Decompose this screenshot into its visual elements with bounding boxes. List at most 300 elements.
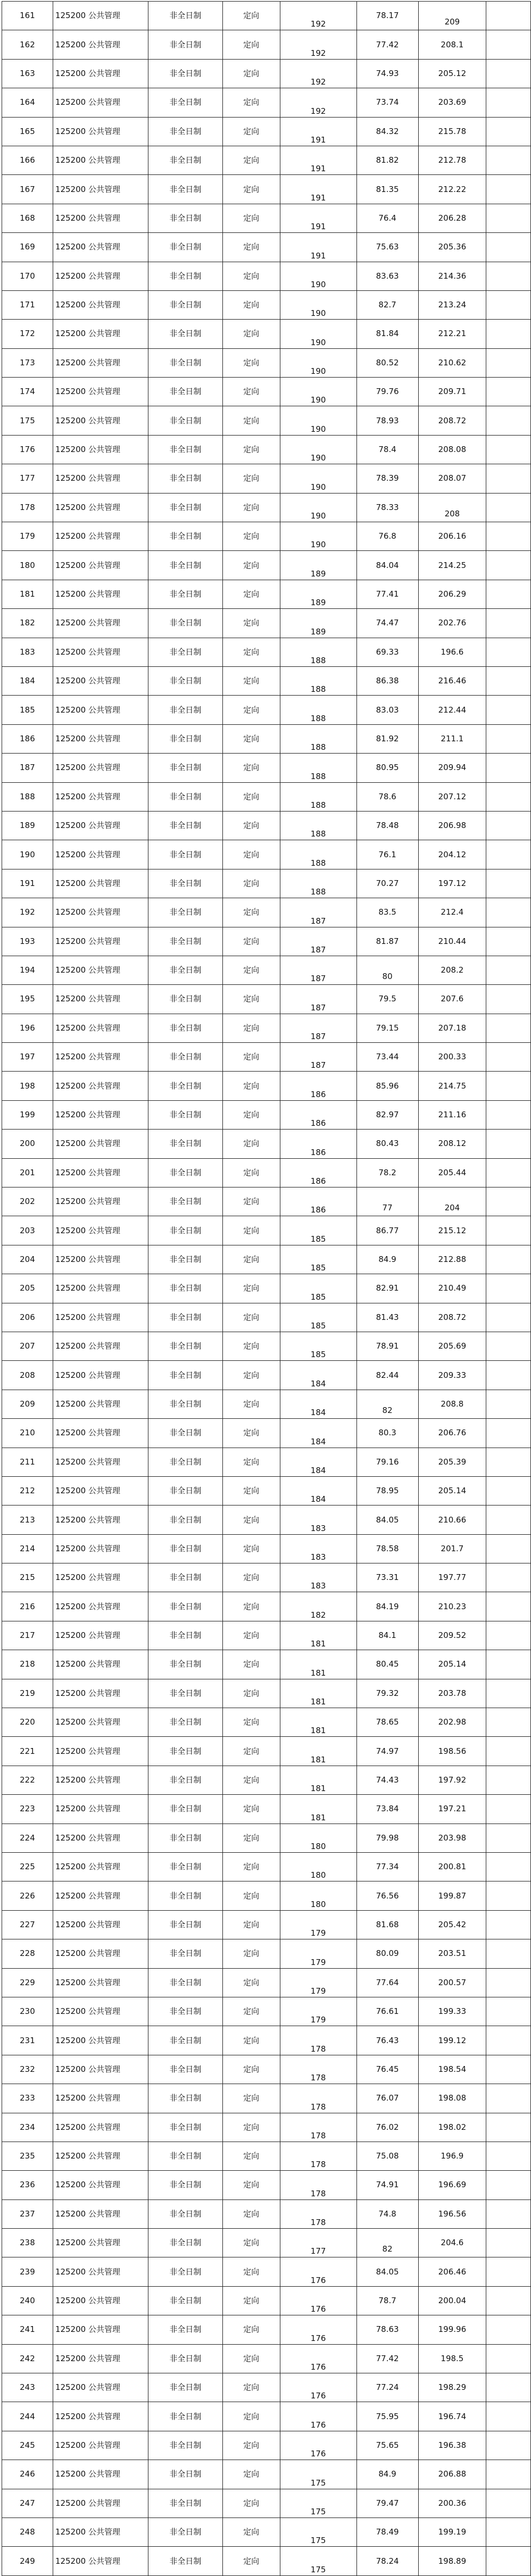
retest-score-cell [356, 1332, 418, 1360]
plan-type-cell [222, 869, 280, 898]
study-mode-value: 非全日制 [169, 1457, 202, 1467]
initial-score-cell [280, 1592, 356, 1621]
plan-type-value: 定向 [243, 705, 260, 715]
rank-value: 207 [20, 1341, 35, 1351]
program-value: 125200 公共管理 [55, 1659, 120, 1669]
note-cell [486, 435, 531, 464]
plan-type-cell [222, 117, 280, 146]
initial-score-cell [280, 233, 356, 262]
total-score-value: 204 [444, 1203, 460, 1213]
initial-score-value: 184 [310, 1465, 326, 1475]
total-score-value: 196.6 [441, 647, 464, 657]
rank-value: 219 [20, 1688, 35, 1698]
study-mode-cell [148, 2373, 223, 2402]
initial-score-cell [280, 927, 356, 956]
program-value: 125200 公共管理 [55, 1399, 120, 1409]
rank-value: 236 [20, 2180, 35, 2190]
plan-type-cell [222, 1361, 280, 1390]
program-cell [53, 1506, 148, 1534]
study-mode-value: 非全日制 [169, 2411, 202, 2421]
total-score-cell [418, 1245, 486, 1274]
note-cell [486, 609, 531, 638]
table-row [2, 1014, 531, 1042]
plan-type-value: 定向 [243, 126, 260, 136]
total-score-value: 209 [444, 17, 460, 27]
note-cell [486, 1390, 531, 1418]
study-mode-cell [148, 1997, 223, 2026]
total-score-value: 212.4 [441, 907, 464, 917]
rank-value: 223 [20, 1804, 35, 1814]
total-score-value: 197.12 [438, 878, 467, 888]
study-mode-value: 非全日制 [169, 618, 202, 628]
note-cell [486, 1534, 531, 1563]
rank-cell [2, 522, 53, 551]
program-cell [53, 811, 148, 840]
program-cell [53, 2344, 148, 2373]
retest-score-cell [356, 2199, 418, 2228]
study-mode-cell [148, 898, 223, 927]
rank-cell [2, 1158, 53, 1187]
program-value: 125200 公共管理 [55, 1630, 120, 1641]
program-value: 125200 公共管理 [55, 68, 120, 78]
plan-type-value: 定向 [243, 1630, 260, 1641]
plan-type-value: 定向 [243, 965, 260, 975]
note-cell [486, 2460, 531, 2489]
retest-score-value: 78.48 [376, 821, 399, 831]
retest-score-cell [356, 2171, 418, 2199]
rank-cell [2, 638, 53, 666]
study-mode-cell [148, 378, 223, 406]
program-value: 125200 公共管理 [55, 155, 120, 165]
initial-score-value: 187 [310, 974, 326, 984]
retest-score-value: 81.82 [376, 155, 399, 165]
note-cell [486, 782, 531, 811]
program-value: 125200 公共管理 [55, 965, 120, 975]
retest-score-value: 79.5 [378, 994, 396, 1004]
table-row [2, 1216, 531, 1245]
rank-value: 237 [20, 2209, 35, 2219]
note-cell [486, 2489, 531, 2518]
study-mode-cell [148, 1621, 223, 1650]
plan-type-cell [222, 2344, 280, 2373]
table-row [2, 2460, 531, 2489]
retest-score-value: 80.09 [376, 1948, 399, 1959]
initial-score-cell [280, 2171, 356, 2199]
table-row [2, 1361, 531, 1390]
program-cell [53, 898, 148, 927]
initial-score-value: 181 [310, 1668, 326, 1678]
program-value: 125200 公共管理 [55, 1052, 120, 1062]
retest-score-value: 76.1 [378, 849, 396, 859]
retest-score-cell [356, 1187, 418, 1216]
retest-score-value: 81.92 [376, 733, 399, 743]
table-row [2, 204, 531, 232]
note-cell [486, 1621, 531, 1650]
study-mode-cell [148, 2, 223, 30]
rank-value: 173 [20, 357, 35, 367]
rank-cell [2, 1419, 53, 1448]
retest-score-cell [356, 2055, 418, 2084]
rank-cell [2, 1014, 53, 1042]
rank-value: 183 [20, 647, 35, 657]
retest-score-cell [356, 2460, 418, 2489]
table-row [2, 2373, 531, 2402]
program-value: 125200 公共管理 [55, 1746, 120, 1756]
study-mode-value: 非全日制 [169, 97, 202, 107]
plan-type-value: 定向 [243, 618, 260, 628]
initial-score-value: 180 [310, 1842, 326, 1851]
plan-type-cell [222, 2026, 280, 2055]
study-mode-value: 非全日制 [169, 936, 202, 946]
total-score-cell [418, 1476, 486, 1505]
initial-score-value: 176 [310, 2275, 326, 2285]
study-mode-cell [148, 1939, 223, 1968]
study-mode-cell [148, 1910, 223, 1939]
total-score-value: 211.1 [441, 733, 464, 743]
table-row [2, 1245, 531, 1274]
table-row [2, 522, 531, 551]
plan-type-cell [222, 754, 280, 782]
total-score-cell [418, 869, 486, 898]
initial-score-cell [280, 30, 356, 59]
program-cell [53, 59, 148, 88]
initial-score-value: 187 [310, 944, 326, 955]
study-mode-cell [148, 1158, 223, 1187]
retest-score-cell [356, 1245, 418, 1274]
rank-cell [2, 956, 53, 984]
initial-score-value: 181 [310, 1754, 326, 1764]
plan-type-cell [222, 2257, 280, 2286]
note-cell [486, 1043, 531, 1072]
total-score-value: 209.52 [438, 1630, 467, 1641]
retest-score-value: 74.91 [376, 2180, 399, 2190]
note-cell [486, 1563, 531, 1592]
total-score-value: 196.69 [438, 2180, 467, 2190]
note-cell [486, 1766, 531, 1794]
plan-type-cell [222, 320, 280, 348]
table-row [2, 1621, 531, 1650]
rank-cell [2, 696, 53, 724]
retest-score-value: 78.49 [376, 2527, 399, 2537]
note-cell [486, 754, 531, 782]
note-cell [486, 2547, 531, 2575]
retest-score-cell [356, 1650, 418, 1679]
retest-score-value: 76.02 [376, 2122, 399, 2132]
note-cell [486, 1910, 531, 1939]
program-cell [53, 1563, 148, 1592]
initial-score-value: 190 [310, 540, 326, 550]
study-mode-value: 非全日制 [169, 705, 202, 715]
rank-value: 163 [20, 68, 35, 78]
note-cell [486, 956, 531, 984]
initial-score-cell [280, 1332, 356, 1360]
plan-type-value: 定向 [243, 1197, 260, 1207]
program-cell [53, 88, 148, 117]
study-mode-value: 非全日制 [169, 2006, 202, 2017]
retest-score-cell [356, 1216, 418, 1245]
table-row [2, 2489, 531, 2518]
rank-cell [2, 204, 53, 232]
note-cell [486, 1476, 531, 1505]
retest-score-cell [356, 1390, 418, 1418]
initial-score-cell [280, 2373, 356, 2402]
study-mode-cell [148, 956, 223, 984]
study-mode-cell [148, 2257, 223, 2286]
table-row [2, 609, 531, 638]
rank-cell [2, 2344, 53, 2373]
total-score-value: 204.6 [441, 2238, 464, 2248]
total-score-value: 200.33 [438, 1052, 467, 1062]
total-score-cell [418, 2460, 486, 2489]
retest-score-value: 81.68 [376, 1919, 399, 1929]
study-mode-cell [148, 724, 223, 753]
rank-cell [2, 320, 53, 348]
retest-score-cell [356, 2373, 418, 2402]
retest-score-cell [356, 1158, 418, 1187]
program-cell [53, 2084, 148, 2113]
retest-score-value: 76.61 [376, 2006, 399, 2017]
total-score-cell [418, 2084, 486, 2113]
study-mode-value: 非全日制 [169, 1543, 202, 1553]
total-score-cell [418, 1679, 486, 1708]
initial-score-value: 188 [310, 800, 326, 810]
program-value: 125200 公共管理 [55, 1197, 120, 1207]
plan-type-value: 定向 [243, 300, 260, 310]
plan-type-value: 定向 [243, 2469, 260, 2479]
program-value: 125200 公共管理 [55, 1457, 120, 1467]
rank-value: 240 [20, 2296, 35, 2306]
initial-score-cell [280, 638, 356, 666]
study-mode-cell [148, 1274, 223, 1303]
retest-score-value: 79.47 [376, 2498, 399, 2508]
initial-score-value: 192 [310, 77, 326, 87]
plan-type-cell [222, 1043, 280, 1072]
plan-type-value: 定向 [243, 821, 260, 831]
initial-score-cell [280, 2055, 356, 2084]
initial-score-cell [280, 522, 356, 551]
plan-type-cell [222, 233, 280, 262]
program-value: 125200 公共管理 [55, 1833, 120, 1843]
program-value: 125200 公共管理 [55, 213, 120, 223]
program-cell [53, 204, 148, 232]
rank-cell [2, 378, 53, 406]
study-mode-value: 非全日制 [169, 242, 202, 252]
rank-cell [2, 2142, 53, 2170]
study-mode-cell [148, 2315, 223, 2344]
initial-score-cell [280, 1824, 356, 1852]
total-score-cell [418, 1563, 486, 1592]
study-mode-cell [148, 1072, 223, 1100]
total-score-value: 208.72 [438, 415, 467, 425]
rank-value: 213 [20, 1515, 35, 1525]
study-mode-value: 非全日制 [169, 1370, 202, 1380]
total-score-cell [418, 1824, 486, 1852]
program-cell [53, 2518, 148, 2546]
study-mode-value: 非全日制 [169, 155, 202, 165]
total-score-value: 208.08 [438, 445, 467, 455]
initial-score-value: 190 [310, 395, 326, 405]
retest-score-cell [356, 1708, 418, 1737]
plan-type-cell [222, 666, 280, 695]
program-value: 125200 公共管理 [55, 2324, 120, 2335]
program-cell [53, 1737, 148, 1766]
total-score-cell [418, 2026, 486, 2055]
retest-score-value: 78.93 [376, 415, 399, 425]
retest-score-value: 84.04 [376, 560, 399, 570]
retest-score-value: 77.42 [376, 2353, 399, 2363]
plan-type-cell [222, 724, 280, 753]
program-value: 125200 公共管理 [55, 502, 120, 512]
note-cell [486, 1158, 531, 1187]
rank-value: 228 [20, 1948, 35, 1959]
study-mode-value: 非全日制 [169, 1804, 202, 1814]
initial-score-cell [280, 1563, 356, 1592]
table-row [2, 927, 531, 956]
retest-score-cell [356, 2431, 418, 2460]
retest-score-cell [356, 1476, 418, 1505]
program-cell [53, 2229, 148, 2257]
plan-type-cell [222, 2431, 280, 2460]
note-cell [486, 2229, 531, 2257]
retest-score-cell [356, 2229, 418, 2257]
initial-score-cell [280, 2257, 356, 2286]
total-score-cell [418, 233, 486, 262]
table-row [2, 2344, 531, 2373]
initial-score-value: 191 [310, 250, 326, 261]
rank-cell [2, 1968, 53, 1997]
study-mode-value: 非全日制 [169, 1399, 202, 1409]
plan-type-value: 定向 [243, 1428, 260, 1438]
program-cell [53, 1014, 148, 1042]
retest-score-value: 81.87 [376, 936, 399, 946]
rank-cell [2, 1679, 53, 1708]
program-value: 125200 公共管理 [55, 1139, 120, 1149]
note-cell [486, 1332, 531, 1360]
rank-value: 232 [20, 2064, 35, 2074]
rank-cell [2, 1274, 53, 1303]
retest-score-cell [356, 1014, 418, 1042]
plan-type-cell [222, 985, 280, 1014]
plan-type-value: 定向 [243, 1659, 260, 1669]
program-cell [53, 2402, 148, 2431]
program-cell [53, 609, 148, 638]
retest-score-value: 80.45 [376, 1659, 399, 1669]
initial-score-value: 175 [310, 2506, 326, 2516]
program-cell [53, 2489, 148, 2518]
program-cell [53, 1216, 148, 1245]
rank-cell [2, 1853, 53, 1881]
total-score-value: 203.98 [438, 1833, 467, 1843]
initial-score-cell [280, 1014, 356, 1042]
plan-type-cell [222, 2113, 280, 2142]
total-score-value: 208.72 [438, 1312, 467, 1322]
rank-cell [2, 1361, 53, 1390]
retest-score-value: 69.33 [376, 647, 399, 657]
initial-score-cell [280, 1303, 356, 1332]
retest-score-cell [356, 464, 418, 493]
study-mode-value: 非全日制 [169, 2151, 202, 2161]
rank-cell [2, 290, 53, 319]
note-cell [486, 1679, 531, 1708]
note-cell [486, 30, 531, 59]
total-score-cell [418, 1621, 486, 1650]
study-mode-cell [148, 2489, 223, 2518]
study-mode-value: 非全日制 [169, 473, 202, 483]
rank-value: 171 [20, 300, 35, 310]
rank-cell [2, 1506, 53, 1534]
rank-value: 194 [20, 965, 35, 975]
total-score-value: 200.04 [438, 2296, 467, 2306]
program-value: 125200 公共管理 [55, 1862, 120, 1872]
rank-value: 217 [20, 1630, 35, 1641]
plan-type-cell [222, 59, 280, 88]
program-cell [53, 348, 148, 377]
retest-score-cell [356, 1506, 418, 1534]
plan-type-value: 定向 [243, 1573, 260, 1583]
study-mode-value: 非全日制 [169, 1254, 202, 1264]
plan-type-value: 定向 [243, 733, 260, 743]
note-cell [486, 464, 531, 493]
retest-score-cell [356, 1795, 418, 1824]
plan-type-value: 定向 [243, 2296, 260, 2306]
total-score-cell [418, 1100, 486, 1129]
study-mode-value: 非全日制 [169, 2527, 202, 2537]
initial-score-value: 188 [310, 887, 326, 897]
rank-value: 208 [20, 1370, 35, 1380]
rank-value: 196 [20, 1023, 35, 1033]
plan-type-value: 定向 [243, 1601, 260, 1611]
plan-type-cell [222, 1332, 280, 1360]
program-value: 125200 公共管理 [55, 791, 120, 801]
plan-type-cell [222, 1824, 280, 1852]
total-score-value: 210.23 [438, 1601, 467, 1611]
retest-score-value: 84.05 [376, 2266, 399, 2277]
plan-type-cell [222, 493, 280, 522]
initial-score-cell [280, 175, 356, 204]
table-row [2, 2286, 531, 2315]
study-mode-cell [148, 1534, 223, 1563]
table-row [2, 782, 531, 811]
total-score-cell [418, 1592, 486, 1621]
initial-score-cell [280, 1043, 356, 1072]
study-mode-value: 非全日制 [169, 1515, 202, 1525]
rank-value: 245 [20, 2440, 35, 2450]
rank-value: 164 [20, 97, 35, 107]
rank-value: 201 [20, 1167, 35, 1177]
retest-score-value: 79.98 [376, 1833, 399, 1843]
total-score-value: 212.78 [438, 155, 467, 165]
program-cell [53, 1072, 148, 1100]
retest-score-value: 70.27 [376, 878, 399, 888]
retest-score-cell [356, 2142, 418, 2170]
table-row [2, 1795, 531, 1824]
retest-score-cell [356, 754, 418, 782]
plan-type-value: 定向 [243, 1283, 260, 1293]
initial-score-cell [280, 666, 356, 695]
plan-type-value: 定向 [243, 1341, 260, 1351]
program-cell [53, 1419, 148, 1448]
table-row [2, 1158, 531, 1187]
plan-type-value: 定向 [243, 445, 260, 455]
rank-cell [2, 2055, 53, 2084]
plan-type-value: 定向 [243, 2440, 260, 2450]
plan-type-cell [222, 1506, 280, 1534]
retest-score-value: 83.5 [378, 907, 396, 917]
rank-value: 167 [20, 184, 35, 194]
study-mode-value: 非全日制 [169, 965, 202, 975]
retest-score-value: 85.96 [376, 1081, 399, 1091]
total-score-cell [418, 724, 486, 753]
